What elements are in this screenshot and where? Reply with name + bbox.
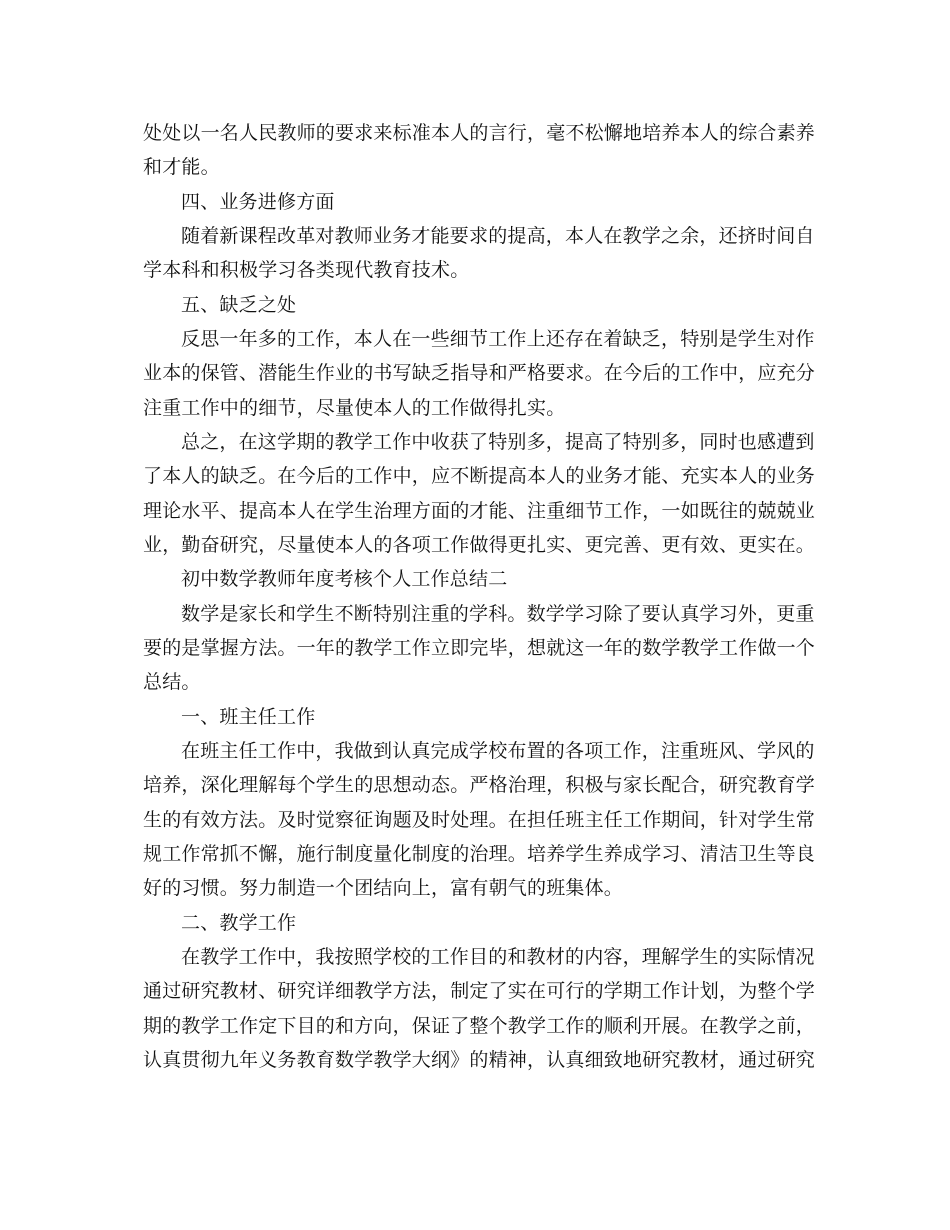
text-line: 业，勤奋研究，尽量使本人的各项工作做得更扎实、更完善、更有效、更实在。 <box>143 534 816 556</box>
paragraph-start: 在教学工作中，我按照学校的工作目的和教材的内容，理解学生的实际情况 <box>181 946 815 968</box>
text-line: 规工作常抓不懈，施行制度量化制度的治理。培养学生养成学习、清洁卫生等良 <box>143 843 816 865</box>
text-line: 理论水平、提高本人在学生治理方面的才能、注重细节工作，一如既往的兢兢业 <box>143 500 816 522</box>
section-heading: 二、教学工作 <box>181 912 297 934</box>
paragraph-start: 数学是家长和学生不断特别注重的学科。数学学习除了要认真学习外，更重 <box>181 603 815 625</box>
section-heading: 一、班主任工作 <box>181 706 316 728</box>
text-line: 总结。 <box>143 671 201 693</box>
section-heading: 五、缺乏之处 <box>181 294 297 316</box>
text-line: 期的教学工作定下目的和方向，保证了整个教学工作的顺利开展。在教学之前， <box>143 1015 816 1037</box>
text-line: 生的有效方法。及时觉察征询题及时处理。在担任班主任工作期间，针对学生常 <box>143 809 816 831</box>
text-line: 业本的保管、潜能生作业的书写缺乏指导和严格要求。在今后的工作中，应充分 <box>143 362 816 384</box>
text-line: 学本科和积极学习各类现代教育技术。 <box>143 259 470 281</box>
text-line: 和才能。 <box>143 156 220 178</box>
paragraph-start: 在班主任工作中，我做到认真完成学校布置的各项工作，注重班风、学风的 <box>181 740 815 762</box>
text-line: 好的习惯。努力制造一个团结向上，富有朝气的班集体。 <box>143 877 624 899</box>
text-line: 要的是掌握方法。一年的教学工作立即完毕，想就这一年的数学教学工作做一个 <box>143 637 816 659</box>
text-line: 培养，深化理解每个学生的思想动态。严格治理，积极与家长配合，研究教育学 <box>143 774 816 796</box>
document-subtitle: 初中数学教师年度考核个人工作总结二 <box>181 568 508 590</box>
paragraph-start: 随着新课程改革对教师业务才能要求的提高，本人在教学之余，还挤时间自 <box>181 225 815 247</box>
text-line: 注重工作中的细节，尽量使本人的工作做得扎实。 <box>143 397 566 419</box>
paragraph-start: 总之，在这学期的教学工作中收获了特别多，提高了特别多，同时也感遭到 <box>181 431 815 453</box>
text-line: 认真贯彻九年义务教育数学教学大纲》的精神，认真细致地研究教材，通过研究 <box>143 1049 816 1071</box>
paragraph-start: 反思一年多的工作，本人在一些细节工作上还存在着缺乏，特别是学生对作 <box>181 328 815 350</box>
text-line: 了本人的缺乏。在今后的工作中，应不断提高本人的业务才能、充实本人的业务 <box>143 465 816 487</box>
section-heading: 四、业务进修方面 <box>181 191 335 213</box>
text-line: 处处以一名人民教师的要求来标准本人的言行，毫不松懈地培养本人的综合素养 <box>143 122 816 144</box>
text-line: 通过研究教材、研究详细教学方法，制定了实在可行的学期工作计划，为整个学 <box>143 980 816 1002</box>
